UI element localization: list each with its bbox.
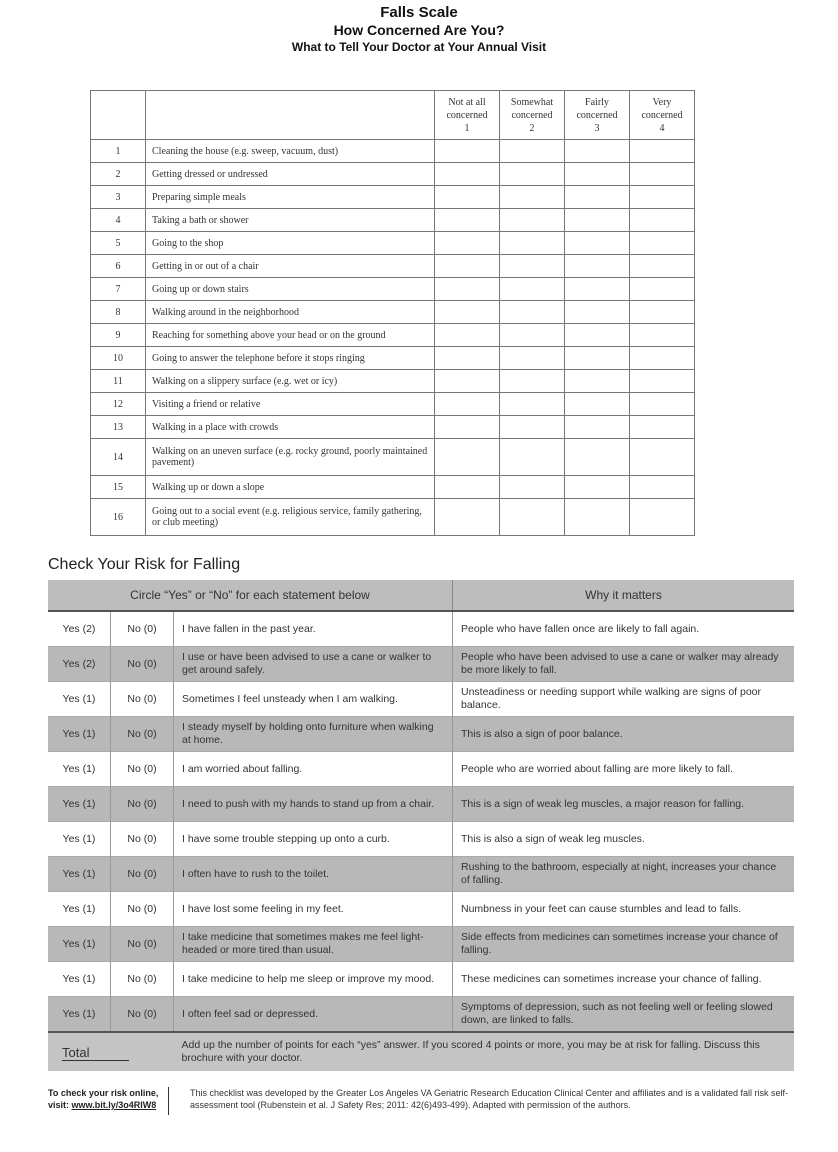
rating-cell[interactable]	[630, 499, 695, 536]
risk-row	[48, 857, 794, 892]
rating-cell[interactable]	[435, 278, 500, 301]
rating-cell[interactable]	[630, 370, 695, 393]
rating-cell[interactable]	[630, 347, 695, 370]
statement: I have lost some feeling in my feet.	[174, 892, 453, 927]
statement: I take medicine that sometimes makes me feel light-headed or more tired than usual.	[174, 927, 453, 962]
risk-row	[48, 752, 794, 787]
why-it-matters: People who are worried about falling are more likely to fall.	[453, 752, 795, 787]
falls-scale-row	[91, 499, 695, 536]
yes-option[interactable]: Yes (1)	[48, 857, 111, 892]
falls-scale-row	[91, 163, 695, 186]
rating-cell[interactable]	[435, 255, 500, 278]
falls-scale-row	[91, 416, 695, 439]
row-number: 10	[91, 347, 146, 370]
activity-text: Getting in or out of a chair	[146, 255, 435, 278]
falls-scale-row	[91, 186, 695, 209]
rating-cell[interactable]	[500, 301, 565, 324]
falls-scale-row	[91, 476, 695, 499]
activity-text: Going up or down stairs	[146, 278, 435, 301]
statement: I am worried about falling.	[174, 752, 453, 787]
activity-text: Going out to a social event (e.g. religious service, family gathering, or club meeting)	[146, 499, 435, 536]
rating-cell[interactable]	[565, 255, 630, 278]
statement: I have some trouble stepping up onto a curb.	[174, 822, 453, 857]
row-number: 4	[91, 209, 146, 232]
yes-option[interactable]: Yes (1)	[48, 682, 111, 717]
rating-cell[interactable]	[565, 439, 630, 476]
rating-cell[interactable]	[435, 439, 500, 476]
why-it-matters: Side effects from medicines can sometimes increase your chance of falling.	[453, 927, 795, 962]
activity-text: Visiting a friend or relative	[146, 393, 435, 416]
falls-scale-header	[91, 91, 695, 140]
column-score: 3	[594, 122, 600, 134]
rating-cell[interactable]	[500, 255, 565, 278]
rating-cell[interactable]	[565, 186, 630, 209]
activity-text: Going to answer the telephone before it stops ringing	[146, 347, 435, 370]
yes-option[interactable]: Yes (1)	[48, 892, 111, 927]
column-header	[500, 91, 565, 140]
risk-row	[48, 892, 794, 927]
statement: I often feel sad or depressed.	[174, 997, 453, 1033]
row-number: 1	[91, 140, 146, 163]
rating-cell[interactable]	[500, 347, 565, 370]
why-it-matters: Numbness in your feet can cause stumbles and lead to falls.	[453, 892, 795, 927]
rating-cell[interactable]	[565, 416, 630, 439]
why-it-matters: Rushing to the bathroom, especially at night, increases your chance of falling.	[453, 857, 795, 892]
rating-cell[interactable]	[565, 370, 630, 393]
why-it-matters: These medicines can sometimes increase your chance of falling.	[453, 962, 795, 997]
column-label: Fairly concerned	[576, 96, 618, 121]
rating-cell[interactable]	[630, 163, 695, 186]
rating-cell[interactable]	[435, 186, 500, 209]
rating-cell[interactable]	[565, 499, 630, 536]
row-number: 12	[91, 393, 146, 416]
falls-scale-row	[91, 255, 695, 278]
rating-cell[interactable]	[565, 209, 630, 232]
column-label: Not at all concerned	[446, 96, 488, 121]
activity-text: Walking in a place with crowds	[146, 416, 435, 439]
row-number: 13	[91, 416, 146, 439]
risk-row	[48, 611, 794, 647]
activity-text: Walking on an uneven surface (e.g. rocky ground, poorly maintained pavement)	[146, 439, 435, 476]
online-check	[48, 1087, 169, 1115]
rating-cell[interactable]	[565, 232, 630, 255]
rating-cell[interactable]	[630, 439, 695, 476]
rating-cell[interactable]	[500, 209, 565, 232]
yes-option[interactable]: Yes (1)	[48, 962, 111, 997]
falls-scale-row	[91, 301, 695, 324]
activity-text: Getting dressed or undressed	[146, 163, 435, 186]
row-number: 9	[91, 324, 146, 347]
statement: I often have to rush to the toilet.	[174, 857, 453, 892]
activity-text: Walking up or down a slope	[146, 476, 435, 499]
rating-cell[interactable]	[500, 140, 565, 163]
row-number: 3	[91, 186, 146, 209]
rating-cell[interactable]	[500, 163, 565, 186]
falls-scale-row	[91, 324, 695, 347]
total-label: Total	[62, 1045, 129, 1061]
activity-text: Preparing simple meals	[146, 186, 435, 209]
column-score: 1	[464, 122, 470, 134]
rating-cell[interactable]	[435, 163, 500, 186]
rating-cell[interactable]	[630, 140, 695, 163]
rating-cell[interactable]	[435, 476, 500, 499]
why-it-matters: Symptoms of depression, such as not feeling well or feeling slowed down, are linked to falls.	[453, 997, 795, 1033]
activity-text: Cleaning the house (e.g. sweep, vacuum, dust)	[146, 140, 435, 163]
rating-cell[interactable]	[435, 301, 500, 324]
no-option[interactable]: No (0)	[111, 752, 174, 787]
risk-online-link[interactable]: www.bit.ly/3o4RIW8	[71, 1100, 157, 1110]
rating-cell[interactable]	[565, 163, 630, 186]
activity-text: Walking around in the neighborhood	[146, 301, 435, 324]
no-option[interactable]: No (0)	[111, 962, 174, 997]
activity-text: Reaching for something above your head or on the ground	[146, 324, 435, 347]
statement: I need to push with my hands to stand up from a chair.	[174, 787, 453, 822]
rating-cell[interactable]	[435, 370, 500, 393]
risk-row	[48, 927, 794, 962]
row-number: 14	[91, 439, 146, 476]
column-score: 4	[659, 122, 665, 134]
rating-cell[interactable]	[500, 499, 565, 536]
yes-option[interactable]: Yes (1)	[48, 927, 111, 962]
falls-scale-row	[91, 347, 695, 370]
risk-row	[48, 717, 794, 752]
total-instructions: Add up the number of points for each “yes” answer. If you scored 4 points or more, you may be at risk for falling. Discuss this brochure with your doctor.	[174, 1032, 795, 1071]
risk-header-why: Why it matters	[453, 580, 795, 611]
rating-cell[interactable]	[435, 232, 500, 255]
column-label: Somewhat concerned	[510, 96, 554, 121]
yes-option[interactable]: Yes (2)	[48, 611, 111, 647]
rating-cell[interactable]	[565, 476, 630, 499]
rating-cell[interactable]	[630, 278, 695, 301]
falls-scale-row	[91, 370, 695, 393]
falls-scale-table	[90, 90, 695, 536]
falls-scale-row	[91, 439, 695, 476]
risk-row	[48, 787, 794, 822]
rating-cell[interactable]	[630, 209, 695, 232]
no-option[interactable]: No (0)	[111, 647, 174, 682]
column-label: Very concerned	[641, 96, 683, 121]
no-option[interactable]: No (0)	[111, 857, 174, 892]
yes-option[interactable]: Yes (1)	[48, 822, 111, 857]
risk-row	[48, 822, 794, 857]
row-number: 11	[91, 370, 146, 393]
rating-cell[interactable]	[565, 393, 630, 416]
rating-cell[interactable]	[435, 393, 500, 416]
risk-row	[48, 997, 794, 1033]
rating-cell[interactable]	[565, 324, 630, 347]
rating-cell[interactable]	[500, 476, 565, 499]
risk-row	[48, 682, 794, 717]
row-number: 16	[91, 499, 146, 536]
why-it-matters: People who have been advised to use a cane or walker may already be more likely to fall.	[453, 647, 795, 682]
why-it-matters: Unsteadiness or needing support while walking are signs of poor balance.	[453, 682, 795, 717]
statement: I take medicine to help me sleep or improve my mood.	[174, 962, 453, 997]
risk-row	[48, 962, 794, 997]
rating-cell[interactable]	[435, 209, 500, 232]
doc-title: Falls Scale	[380, 4, 458, 21]
rating-cell[interactable]	[630, 232, 695, 255]
row-number: 5	[91, 232, 146, 255]
yes-option[interactable]: Yes (1)	[48, 997, 111, 1033]
falls-scale-row	[91, 209, 695, 232]
rating-cell[interactable]	[435, 416, 500, 439]
why-it-matters: This is also a sign of poor balance.	[453, 717, 795, 752]
no-option[interactable]: No (0)	[111, 717, 174, 752]
statement: I use or have been advised to use a cane or walker to get around safely.	[174, 647, 453, 682]
credit-text: This checklist was developed by the Greater Los Angeles VA Geriatric Research Education Clinical Center and affiliates and is a validated fall risk self-assessment tool (Rubenstein et al. J Safety Res; 2011: 42(6)493-499). Adapted with permission of the authors.	[190, 1088, 788, 1110]
row-number: 15	[91, 476, 146, 499]
rating-cell[interactable]	[500, 393, 565, 416]
row-number: 8	[91, 301, 146, 324]
no-option[interactable]: No (0)	[111, 787, 174, 822]
rating-cell[interactable]	[630, 393, 695, 416]
column-header	[435, 91, 500, 140]
falls-scale-row	[91, 278, 695, 301]
rating-cell[interactable]	[630, 324, 695, 347]
rating-cell[interactable]	[500, 278, 565, 301]
rating-cell[interactable]	[565, 347, 630, 370]
activity-text: Taking a bath or shower	[146, 209, 435, 232]
rating-cell[interactable]	[435, 347, 500, 370]
no-option[interactable]: No (0)	[111, 822, 174, 857]
why-it-matters: This is also a sign of weak leg muscles.	[453, 822, 795, 857]
row-number: 7	[91, 278, 146, 301]
rating-cell[interactable]	[500, 370, 565, 393]
activity-text: Going to the shop	[146, 232, 435, 255]
rating-cell[interactable]	[435, 324, 500, 347]
rating-cell[interactable]	[630, 255, 695, 278]
column-header	[565, 91, 630, 140]
rating-cell[interactable]	[630, 476, 695, 499]
rating-cell[interactable]	[500, 186, 565, 209]
rating-cell[interactable]	[500, 232, 565, 255]
why-it-matters: This is a sign of weak leg muscles, a major reason for falling.	[453, 787, 795, 822]
yes-option[interactable]: Yes (1)	[48, 787, 111, 822]
falls-scale-row	[91, 140, 695, 163]
rating-cell[interactable]	[630, 186, 695, 209]
activity-text: Walking on a slippery surface (e.g. wet or icy)	[146, 370, 435, 393]
rating-cell[interactable]	[500, 324, 565, 347]
rating-cell[interactable]	[565, 278, 630, 301]
why-it-matters: People who have fallen once are likely to fall again.	[453, 611, 795, 647]
risk-table	[48, 580, 794, 1071]
total-row	[48, 1032, 794, 1071]
column-header	[630, 91, 695, 140]
yes-option[interactable]: Yes (2)	[48, 647, 111, 682]
no-option[interactable]: No (0)	[111, 611, 174, 647]
risk-title: Check Your Risk for Falling	[48, 556, 241, 573]
doc-subtitle: How Concerned Are You?	[333, 22, 505, 38]
falls-scale-row	[91, 393, 695, 416]
risk-header-statements: Circle “Yes” or “No” for each statement below	[48, 580, 453, 611]
rating-cell[interactable]	[565, 301, 630, 324]
visit-label: visit:	[48, 1100, 70, 1110]
rating-cell[interactable]	[565, 140, 630, 163]
yes-option[interactable]: Yes (1)	[48, 717, 111, 752]
rating-cell[interactable]	[435, 499, 500, 536]
row-number: 6	[91, 255, 146, 278]
row-number: 2	[91, 163, 146, 186]
column-score: 2	[529, 122, 535, 134]
statement: I have fallen in the past year.	[174, 611, 453, 647]
statement: Sometimes I feel unsteady when I am walking.	[174, 682, 453, 717]
rating-cell[interactable]	[500, 416, 565, 439]
no-option[interactable]: No (0)	[111, 997, 174, 1033]
online-label: To check your risk online,	[48, 1088, 159, 1098]
rating-cell[interactable]	[630, 301, 695, 324]
risk-row	[48, 647, 794, 682]
no-option[interactable]: No (0)	[111, 892, 174, 927]
no-option[interactable]: No (0)	[111, 927, 174, 962]
statement: I steady myself by holding onto furniture when walking at home.	[174, 717, 453, 752]
no-option[interactable]: No (0)	[111, 682, 174, 717]
rating-cell[interactable]	[630, 416, 695, 439]
rating-cell[interactable]	[500, 439, 565, 476]
falls-scale-row	[91, 232, 695, 255]
yes-option[interactable]: Yes (1)	[48, 752, 111, 787]
doc-tagline: What to Tell Your Doctor at Your Annual Visit	[291, 40, 547, 54]
rating-cell[interactable]	[435, 140, 500, 163]
